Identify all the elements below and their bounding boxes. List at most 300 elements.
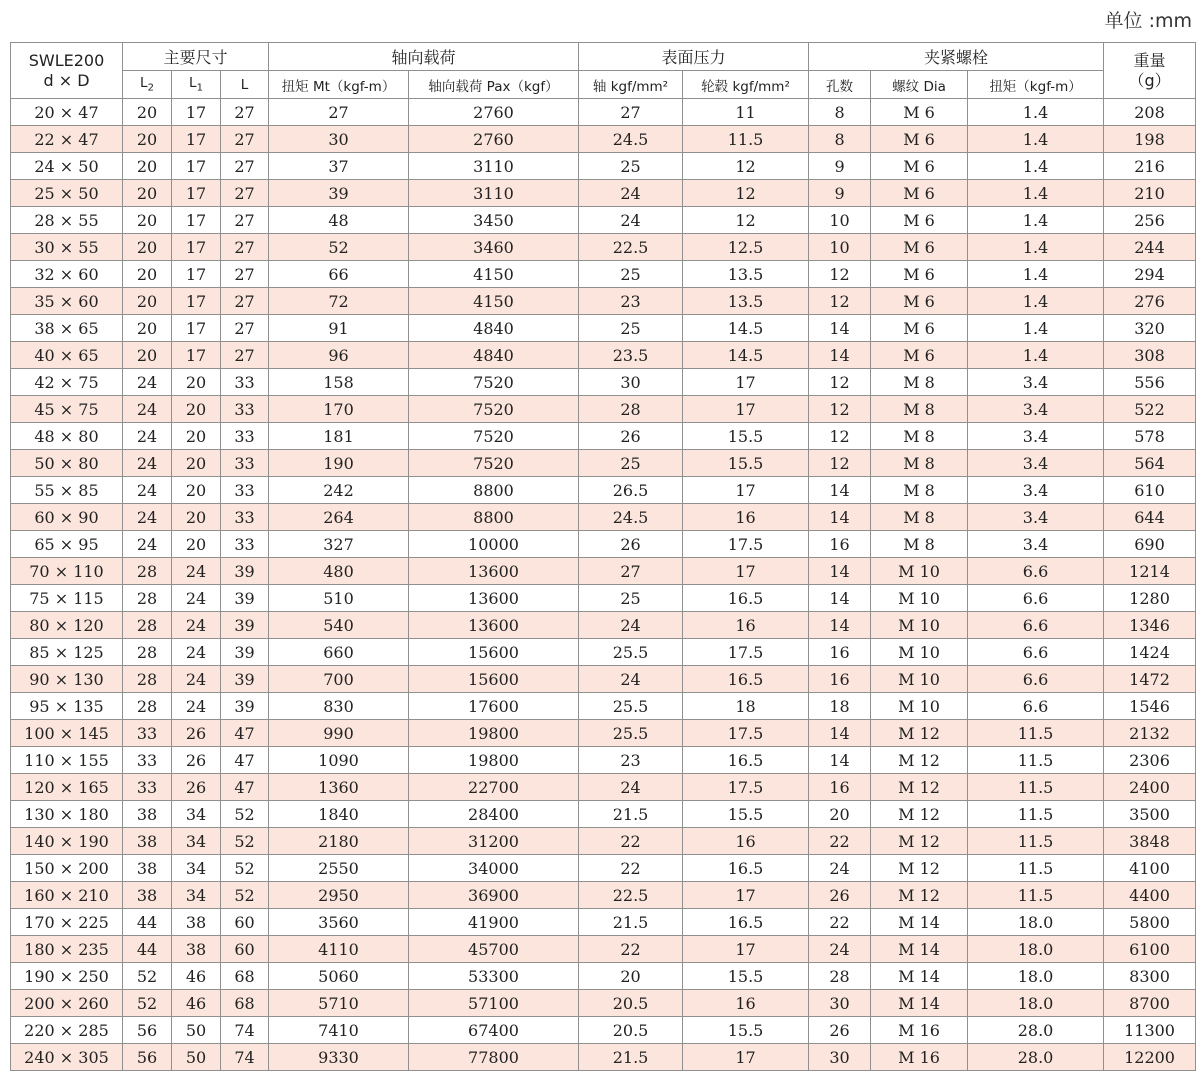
- cell-hub-pressure: 17: [683, 936, 809, 963]
- cell-bolt-torque: 3.4: [968, 504, 1104, 531]
- cell-bolt-torque: 11.5: [968, 774, 1104, 801]
- cell-l: 27: [221, 234, 269, 261]
- table-row: [11, 207, 1196, 234]
- cell-shaft-pressure: 21.5: [579, 1044, 683, 1071]
- cell-hole-count: 20: [809, 801, 871, 828]
- cell-size: 32 × 60: [11, 261, 123, 288]
- cell-l1: 34: [172, 801, 221, 828]
- cell-l: 33: [221, 450, 269, 477]
- cell-weight: 5800: [1104, 909, 1196, 936]
- cell-l1: 34: [172, 828, 221, 855]
- cell-bolt-torque: 11.5: [968, 747, 1104, 774]
- cell-l1: 20: [172, 396, 221, 423]
- cell-l1: 20: [172, 450, 221, 477]
- cell-l2: 24: [123, 477, 172, 504]
- cell-weight: 556: [1104, 369, 1196, 396]
- cell-l1: 17: [172, 99, 221, 126]
- cell-bolt-torque: 1.4: [968, 99, 1104, 126]
- cell-torque-mt: 27: [269, 99, 409, 126]
- cell-l: 52: [221, 801, 269, 828]
- cell-l: 27: [221, 153, 269, 180]
- cell-axial-pax: 2760: [409, 99, 579, 126]
- cell-thread-dia: M 12: [871, 801, 968, 828]
- cell-shaft-pressure: 25: [579, 315, 683, 342]
- cell-size: 75 × 115: [11, 585, 123, 612]
- cell-l2: 24: [123, 396, 172, 423]
- cell-l2: 28: [123, 585, 172, 612]
- cell-weight: 2306: [1104, 747, 1196, 774]
- cell-hole-count: 12: [809, 423, 871, 450]
- cell-torque-mt: 242: [269, 477, 409, 504]
- cell-shaft-pressure: 20: [579, 963, 683, 990]
- cell-bolt-torque: 1.4: [968, 234, 1104, 261]
- cell-thread-dia: M 8: [871, 504, 968, 531]
- cell-l1: 17: [172, 180, 221, 207]
- table-row: [11, 1044, 1196, 1071]
- cell-axial-pax: 7520: [409, 369, 579, 396]
- cell-weight: 244: [1104, 234, 1196, 261]
- cell-hub-pressure: 11: [683, 99, 809, 126]
- table-row: [11, 261, 1196, 288]
- cell-bolt-torque: 11.5: [968, 855, 1104, 882]
- cell-weight: 8300: [1104, 963, 1196, 990]
- cell-l2: 28: [123, 693, 172, 720]
- cell-l1: 17: [172, 153, 221, 180]
- cell-axial-pax: 28400: [409, 801, 579, 828]
- cell-l1: 20: [172, 423, 221, 450]
- cell-hub-pressure: 16: [683, 612, 809, 639]
- cell-shaft-pressure: 25: [579, 450, 683, 477]
- cell-hole-count: 14: [809, 585, 871, 612]
- shaft-pressure-header: 轴 kgf/mm²: [579, 71, 683, 99]
- cell-bolt-torque: 11.5: [968, 720, 1104, 747]
- cell-bolt-torque: 18.0: [968, 936, 1104, 963]
- cell-thread-dia: M 6: [871, 207, 968, 234]
- cell-bolt-torque: 3.4: [968, 531, 1104, 558]
- cell-l: 27: [221, 315, 269, 342]
- cell-thread-dia: M 14: [871, 909, 968, 936]
- cell-l2: 56: [123, 1017, 172, 1044]
- cell-thread-dia: M 6: [871, 261, 968, 288]
- cell-shaft-pressure: 24.5: [579, 126, 683, 153]
- cell-l: 33: [221, 423, 269, 450]
- cell-l2: 20: [123, 153, 172, 180]
- cell-thread-dia: M 6: [871, 342, 968, 369]
- cell-hub-pressure: 16: [683, 828, 809, 855]
- cell-torque-mt: 540: [269, 612, 409, 639]
- cell-size: 220 × 285: [11, 1017, 123, 1044]
- cell-l: 52: [221, 855, 269, 882]
- cell-weight: 4400: [1104, 882, 1196, 909]
- cell-hole-count: 26: [809, 882, 871, 909]
- table-row: [11, 990, 1196, 1017]
- cell-torque-mt: 30: [269, 126, 409, 153]
- table-row: [11, 558, 1196, 585]
- cell-l2: 24: [123, 504, 172, 531]
- cell-torque-mt: 2550: [269, 855, 409, 882]
- cell-axial-pax: 57100: [409, 990, 579, 1017]
- cell-thread-dia: M 10: [871, 639, 968, 666]
- hub-pressure-header: 轮毂 kgf/mm²: [683, 71, 809, 99]
- cell-weight: 276: [1104, 288, 1196, 315]
- cell-hole-count: 10: [809, 234, 871, 261]
- cell-thread-dia: M 10: [871, 558, 968, 585]
- table-header: [11, 43, 1196, 99]
- cell-l1: 24: [172, 639, 221, 666]
- cell-bolt-torque: 28.0: [968, 1017, 1104, 1044]
- cell-weight: 11300: [1104, 1017, 1196, 1044]
- cell-bolt-torque: 1.4: [968, 288, 1104, 315]
- cell-l: 27: [221, 99, 269, 126]
- cell-axial-pax: 8800: [409, 504, 579, 531]
- cell-l1: 34: [172, 882, 221, 909]
- cell-shaft-pressure: 30: [579, 369, 683, 396]
- cell-bolt-torque: 6.6: [968, 585, 1104, 612]
- cell-torque-mt: 660: [269, 639, 409, 666]
- cell-size: 35 × 60: [11, 288, 123, 315]
- cell-torque-mt: 830: [269, 693, 409, 720]
- cell-axial-pax: 36900: [409, 882, 579, 909]
- cell-shaft-pressure: 23: [579, 747, 683, 774]
- cell-l2: 24: [123, 531, 172, 558]
- cell-size: 160 × 210: [11, 882, 123, 909]
- cell-torque-mt: 91: [269, 315, 409, 342]
- cell-shaft-pressure: 26: [579, 423, 683, 450]
- cell-thread-dia: M 6: [871, 180, 968, 207]
- cell-hole-count: 12: [809, 288, 871, 315]
- cell-hub-pressure: 16: [683, 504, 809, 531]
- cell-size: 40 × 65: [11, 342, 123, 369]
- cell-l2: 52: [123, 963, 172, 990]
- cell-weight: 216: [1104, 153, 1196, 180]
- cell-shaft-pressure: 25.5: [579, 639, 683, 666]
- cell-hub-pressure: 14.5: [683, 315, 809, 342]
- cell-torque-mt: 181: [269, 423, 409, 450]
- cell-weight: 4100: [1104, 855, 1196, 882]
- table-row: [11, 153, 1196, 180]
- cell-shaft-pressure: 27: [579, 99, 683, 126]
- cell-bolt-torque: 3.4: [968, 423, 1104, 450]
- cell-l: 33: [221, 396, 269, 423]
- cell-bolt-torque: 6.6: [968, 612, 1104, 639]
- table-row: [11, 693, 1196, 720]
- cell-thread-dia: M 10: [871, 666, 968, 693]
- cell-axial-pax: 19800: [409, 747, 579, 774]
- cell-hole-count: 16: [809, 639, 871, 666]
- cell-bolt-torque: 18.0: [968, 963, 1104, 990]
- cell-l2: 33: [123, 747, 172, 774]
- cell-l: 27: [221, 207, 269, 234]
- cell-hole-count: 16: [809, 666, 871, 693]
- cell-hole-count: 14: [809, 504, 871, 531]
- table-row: [11, 612, 1196, 639]
- cell-l2: 20: [123, 234, 172, 261]
- cell-hole-count: 14: [809, 315, 871, 342]
- cell-hole-count: 12: [809, 450, 871, 477]
- cell-weight: 256: [1104, 207, 1196, 234]
- cell-axial-pax: 31200: [409, 828, 579, 855]
- cell-hole-count: 14: [809, 612, 871, 639]
- cell-torque-mt: 1840: [269, 801, 409, 828]
- cell-hole-count: 8: [809, 126, 871, 153]
- cell-torque-mt: 96: [269, 342, 409, 369]
- cell-l2: 24: [123, 369, 172, 396]
- table-body: [11, 99, 1196, 1071]
- cell-l2: 33: [123, 720, 172, 747]
- l1-header: $L_1$: [172, 71, 221, 99]
- cell-l2: 20: [123, 288, 172, 315]
- cell-torque-mt: 48: [269, 207, 409, 234]
- cell-bolt-torque: 18.0: [968, 909, 1104, 936]
- axial-pax-header: 轴向载荷 Pax（kgf）: [409, 71, 579, 99]
- cell-bolt-torque: 1.4: [968, 315, 1104, 342]
- cell-weight: 198: [1104, 126, 1196, 153]
- cell-l2: 28: [123, 666, 172, 693]
- cell-bolt-torque: 1.4: [968, 126, 1104, 153]
- cell-l2: 20: [123, 180, 172, 207]
- cell-shaft-pressure: 23.5: [579, 342, 683, 369]
- cell-l1: 20: [172, 504, 221, 531]
- table-row: [11, 936, 1196, 963]
- cell-axial-pax: 13600: [409, 585, 579, 612]
- cell-l: 52: [221, 828, 269, 855]
- cell-hole-count: 22: [809, 909, 871, 936]
- table-row: [11, 369, 1196, 396]
- cell-size: 100 × 145: [11, 720, 123, 747]
- cell-hub-pressure: 16.5: [683, 909, 809, 936]
- cell-axial-pax: 7520: [409, 423, 579, 450]
- cell-l2: 20: [123, 261, 172, 288]
- bolt-torque-header: 扭矩（kgf-m）: [968, 71, 1104, 99]
- cell-hole-count: 16: [809, 774, 871, 801]
- table-row: [11, 396, 1196, 423]
- cell-torque-mt: 4110: [269, 936, 409, 963]
- cell-axial-pax: 15600: [409, 666, 579, 693]
- cell-shaft-pressure: 20.5: [579, 990, 683, 1017]
- cell-thread-dia: M 12: [871, 720, 968, 747]
- cell-axial-pax: 45700: [409, 936, 579, 963]
- cell-weight: 320: [1104, 315, 1196, 342]
- model-name: SWLE200: [28, 50, 105, 70]
- cell-hub-pressure: 15.5: [683, 801, 809, 828]
- table-row: [11, 747, 1196, 774]
- cell-shaft-pressure: 22: [579, 936, 683, 963]
- cell-size: 170 × 225: [11, 909, 123, 936]
- cell-hub-pressure: 17.5: [683, 531, 809, 558]
- cell-thread-dia: M 6: [871, 288, 968, 315]
- cell-axial-pax: 13600: [409, 558, 579, 585]
- cell-l2: 38: [123, 855, 172, 882]
- cell-hub-pressure: 12.5: [683, 234, 809, 261]
- cell-torque-mt: 1360: [269, 774, 409, 801]
- cell-axial-pax: 3110: [409, 180, 579, 207]
- cell-l2: 24: [123, 423, 172, 450]
- cell-size: 85 × 125: [11, 639, 123, 666]
- cell-shaft-pressure: 26.5: [579, 477, 683, 504]
- l2-header: $L_2$: [123, 71, 172, 99]
- table-row: [11, 504, 1196, 531]
- cell-thread-dia: M 8: [871, 477, 968, 504]
- cell-l2: 52: [123, 990, 172, 1017]
- cell-torque-mt: 510: [269, 585, 409, 612]
- cell-bolt-torque: 1.4: [968, 180, 1104, 207]
- cell-weight: 3848: [1104, 828, 1196, 855]
- cell-l2: 44: [123, 936, 172, 963]
- hole-count-header: 孔数: [809, 71, 871, 99]
- cell-shaft-pressure: 25: [579, 153, 683, 180]
- cell-axial-pax: 7520: [409, 396, 579, 423]
- cell-hole-count: 12: [809, 396, 871, 423]
- cell-size: 140 × 190: [11, 828, 123, 855]
- cell-l2: 28: [123, 612, 172, 639]
- cell-hub-pressure: 18: [683, 693, 809, 720]
- cell-weight: 1546: [1104, 693, 1196, 720]
- cell-shaft-pressure: 20.5: [579, 1017, 683, 1044]
- cell-l: 68: [221, 990, 269, 1017]
- cell-l: 60: [221, 936, 269, 963]
- cell-weight: 12200: [1104, 1044, 1196, 1071]
- cell-size: 60 × 90: [11, 504, 123, 531]
- cell-thread-dia: M 10: [871, 585, 968, 612]
- cell-l1: 17: [172, 126, 221, 153]
- cell-hole-count: 16: [809, 531, 871, 558]
- cell-l: 39: [221, 558, 269, 585]
- cell-axial-pax: 3110: [409, 153, 579, 180]
- table-row: [11, 882, 1196, 909]
- cell-bolt-torque: 18.0: [968, 990, 1104, 1017]
- cell-l1: 38: [172, 936, 221, 963]
- cell-l2: 38: [123, 882, 172, 909]
- cell-weight: 3500: [1104, 801, 1196, 828]
- cell-axial-pax: 34000: [409, 855, 579, 882]
- cell-l: 39: [221, 585, 269, 612]
- cell-size: 180 × 235: [11, 936, 123, 963]
- surface-pressure-header: 表面压力: [579, 43, 809, 71]
- cell-l: 52: [221, 882, 269, 909]
- cell-size: 42 × 75: [11, 369, 123, 396]
- spec-table: [10, 42, 1196, 1071]
- cell-torque-mt: 39: [269, 180, 409, 207]
- cell-size: 95 × 135: [11, 693, 123, 720]
- cell-weight: 294: [1104, 261, 1196, 288]
- cell-l1: 50: [172, 1017, 221, 1044]
- cell-l2: 33: [123, 774, 172, 801]
- cell-l: 39: [221, 612, 269, 639]
- model-sub: d × D: [43, 70, 90, 90]
- cell-shaft-pressure: 23: [579, 288, 683, 315]
- cell-torque-mt: 700: [269, 666, 409, 693]
- cell-size: 120 × 165: [11, 774, 123, 801]
- table-row: [11, 423, 1196, 450]
- cell-l1: 20: [172, 531, 221, 558]
- cell-thread-dia: M 12: [871, 774, 968, 801]
- cell-bolt-torque: 6.6: [968, 693, 1104, 720]
- cell-weight: 1472: [1104, 666, 1196, 693]
- cell-thread-dia: M 6: [871, 315, 968, 342]
- cell-hub-pressure: 12: [683, 207, 809, 234]
- cell-weight: 8700: [1104, 990, 1196, 1017]
- cell-shaft-pressure: 24: [579, 774, 683, 801]
- cell-hole-count: 14: [809, 720, 871, 747]
- table-row: [11, 1017, 1196, 1044]
- cell-l1: 17: [172, 234, 221, 261]
- cell-l: 47: [221, 747, 269, 774]
- cell-shaft-pressure: 24: [579, 207, 683, 234]
- cell-l: 74: [221, 1044, 269, 1071]
- cell-torque-mt: 2950: [269, 882, 409, 909]
- cell-torque-mt: 480: [269, 558, 409, 585]
- cell-shaft-pressure: 25: [579, 261, 683, 288]
- cell-hole-count: 30: [809, 1044, 871, 1071]
- cell-axial-pax: 41900: [409, 909, 579, 936]
- cell-thread-dia: M 8: [871, 396, 968, 423]
- cell-weight: 208: [1104, 99, 1196, 126]
- cell-axial-pax: 77800: [409, 1044, 579, 1071]
- cell-torque-mt: 5710: [269, 990, 409, 1017]
- cell-l2: 38: [123, 801, 172, 828]
- cell-axial-pax: 13600: [409, 612, 579, 639]
- cell-thread-dia: M 10: [871, 693, 968, 720]
- cell-axial-pax: 7520: [409, 450, 579, 477]
- cell-hub-pressure: 15.5: [683, 1017, 809, 1044]
- table-row: [11, 315, 1196, 342]
- cell-weight: 308: [1104, 342, 1196, 369]
- cell-torque-mt: 264: [269, 504, 409, 531]
- cell-l1: 26: [172, 774, 221, 801]
- cell-thread-dia: M 12: [871, 855, 968, 882]
- cell-thread-dia: M 6: [871, 99, 968, 126]
- cell-axial-pax: 10000: [409, 531, 579, 558]
- cell-torque-mt: 72: [269, 288, 409, 315]
- cell-l1: 20: [172, 369, 221, 396]
- cell-torque-mt: 5060: [269, 963, 409, 990]
- cell-shaft-pressure: 25.5: [579, 693, 683, 720]
- cell-torque-mt: 7410: [269, 1017, 409, 1044]
- cell-l1: 24: [172, 585, 221, 612]
- cell-shaft-pressure: 22.5: [579, 234, 683, 261]
- cell-l: 33: [221, 504, 269, 531]
- table-row: [11, 126, 1196, 153]
- cell-l1: 34: [172, 855, 221, 882]
- cell-size: 30 × 55: [11, 234, 123, 261]
- cell-l: 39: [221, 639, 269, 666]
- cell-weight: 1424: [1104, 639, 1196, 666]
- cell-bolt-torque: 3.4: [968, 477, 1104, 504]
- cell-bolt-torque: 1.4: [968, 207, 1104, 234]
- cell-hub-pressure: 17: [683, 477, 809, 504]
- cell-bolt-torque: 3.4: [968, 369, 1104, 396]
- torque-mt-header: 扭矩 Mt（kgf-m）: [269, 71, 409, 99]
- cell-hub-pressure: 14.5: [683, 342, 809, 369]
- table-row: [11, 639, 1196, 666]
- cell-thread-dia: M 8: [871, 423, 968, 450]
- cell-thread-dia: M 12: [871, 882, 968, 909]
- cell-weight: 2132: [1104, 720, 1196, 747]
- cell-l1: 24: [172, 693, 221, 720]
- table-row: [11, 531, 1196, 558]
- cell-axial-pax: 4840: [409, 315, 579, 342]
- main-dims-header: 主要尺寸: [123, 43, 269, 71]
- table-row: [11, 342, 1196, 369]
- cell-axial-pax: 67400: [409, 1017, 579, 1044]
- cell-torque-mt: 2180: [269, 828, 409, 855]
- cell-torque-mt: 3560: [269, 909, 409, 936]
- cell-hub-pressure: 12: [683, 180, 809, 207]
- cell-hub-pressure: 17: [683, 882, 809, 909]
- cell-shaft-pressure: 27: [579, 558, 683, 585]
- cell-l1: 17: [172, 288, 221, 315]
- cell-thread-dia: M 16: [871, 1044, 968, 1071]
